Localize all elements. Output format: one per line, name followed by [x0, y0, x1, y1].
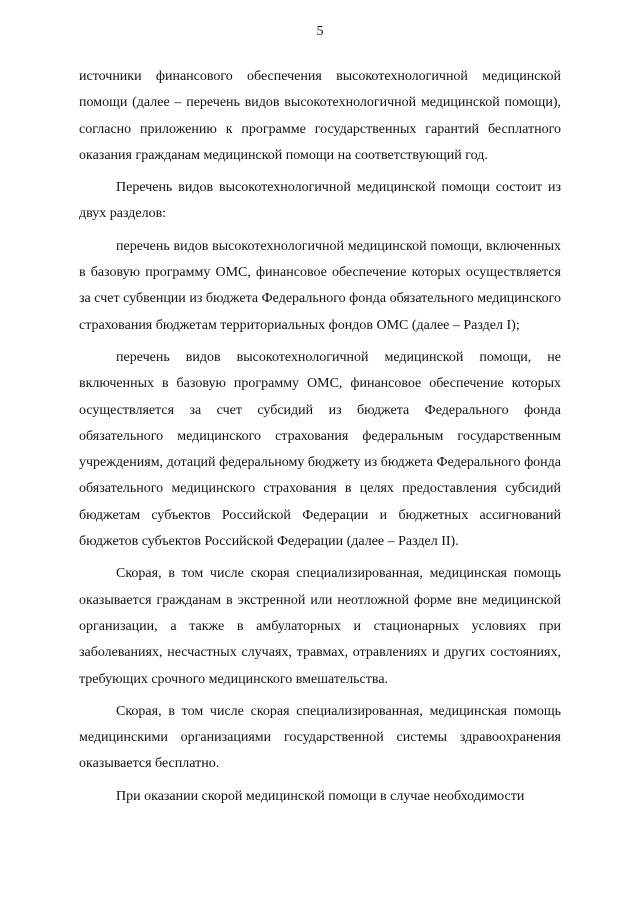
paragraph-4: перечень видов высокотехнологичной медицинской помощи, не включенных в базовую программу ОМС, финансовое обеспечение которых осуществляется за счет субсидий из бюджета Федерального фонда обязательного медицинского страхования федеральным государственным учреждениям, дотаций федеральному бюджету из бюджета Федерального фонда обязательного медицинского страхования в целях предоставления субсидий бюджетам субъектов Российской Федерации и бюджетных ассигнований бюджетов субъектов Российской Федерации (далее – Раздел II).: [79, 349, 561, 550]
paragraph-5: Скорая, в том числе скорая специализированная, медицинская помощь оказывается гражданам в экстренной или неотложной форме вне медицинской организации, а также в амбулаторных и стационарных условиях при заболеваниях, несчастных случаях, травмах, отравлениях и других состояниях, требующих срочного медицинского вмешательства.: [79, 566, 561, 687]
paragraph-1: источники финансового обеспечения высокотехнологичной медицинской помощи (далее – перечень видов высокотехнологичной медицинской помощи), согласно приложению к программе государственных гарантий бесплатного оказания гражданам медицинской помощи на соответствующий год.: [79, 69, 561, 163]
paragraph-7: При оказании скорой медицинской помощи в случае необходимости: [116, 788, 525, 804]
paragraph-3: перечень видов высокотехнологичной медицинской помощи, включенных в базовую программу ОМС, финансовое обеспечение которых осуществляется за счет субвенции из бюджета Федерального фонда обязательного медицинского страхования бюджетам территориальных фондов ОМС (далее – Раздел I);: [79, 238, 561, 333]
paragraph-2: Перечень видов высокотехнологичной медицинской помощи состоит из двух разделов:: [79, 180, 561, 222]
document-body: [79, 64, 561, 816]
page-number: 5: [316, 24, 324, 39]
paragraph-6: Скорая, в том числе скорая специализированная, медицинская помощь медицинскими организациями государственной системы здравоохранения оказывается бесплатно.: [79, 703, 561, 772]
